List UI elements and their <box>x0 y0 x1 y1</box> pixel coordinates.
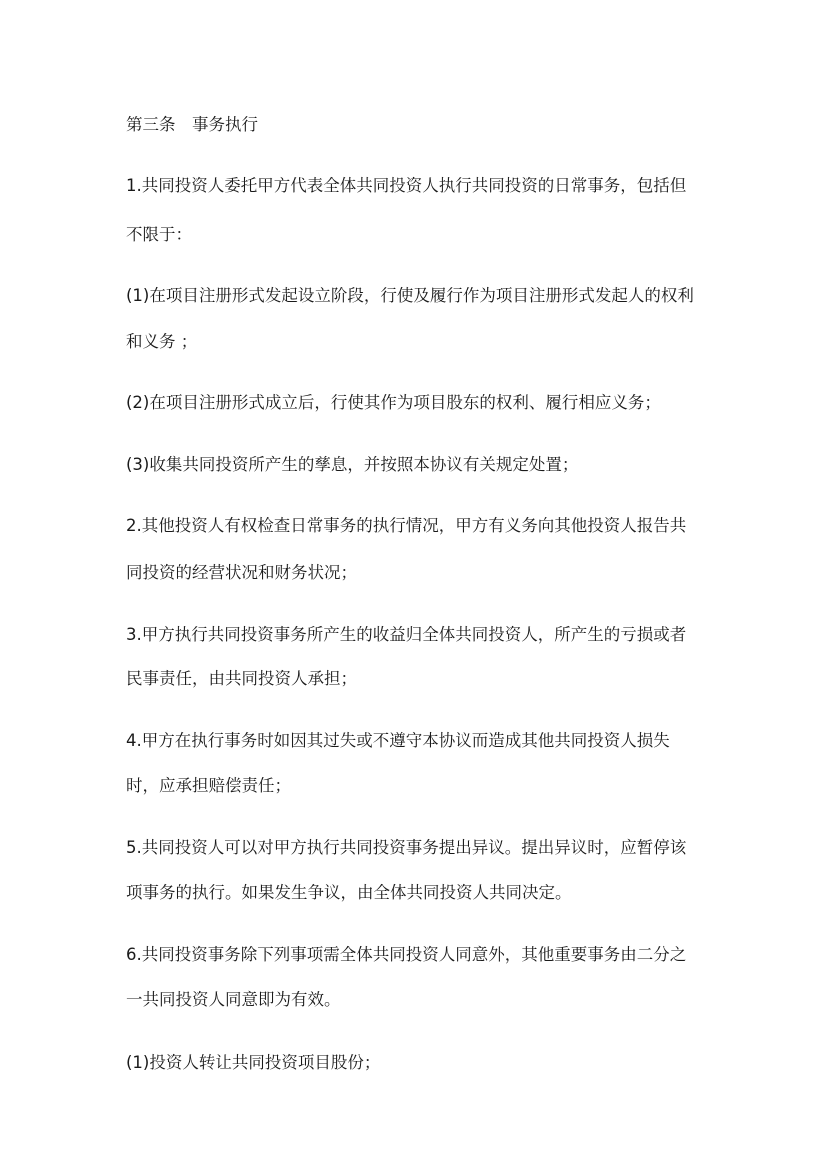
paragraph-line: 同投资的经营状况和财务状况； <box>126 563 357 582</box>
paragraph-line: 和义务 ； <box>126 332 198 351</box>
paragraph-line: 4.甲方在执行事务时如因其过失或不遵守本协议而造成其他共同投资人损失 <box>126 731 670 750</box>
paragraph-line: (1)在项目注册形式发起设立阶段，行使及履行作为项目注册形式发起人的权利 <box>126 286 694 305</box>
paragraph-line: 1.共同投资人委托甲方代表全体共同投资人执行共同投资的日常事务，包括但 <box>126 176 687 195</box>
paragraph-line: 不限于： <box>126 225 192 244</box>
section-heading: 第三条 事务执行 <box>126 115 258 134</box>
paragraph-line: 时，应承担赔偿责任； <box>126 776 291 795</box>
paragraph-line: 民事责任，由共同投资人承担； <box>126 669 357 688</box>
paragraph-line: 2.其他投资人有权检查日常事务的执行情况，甲方有义务向其他投资人报告共 <box>126 516 687 535</box>
paragraph-line: (3)收集共同投资所产生的孳息，并按照本协议有关规定处置； <box>126 455 579 474</box>
paragraph-line: (1)投资人转让共同投资项目股份； <box>126 1053 381 1072</box>
paragraph-line: 项事务的执行。如果发生争议，由全体共同投资人共同决定。 <box>126 883 572 902</box>
paragraph-line: 6.共同投资事务除下列事项需全体共同投资人同意外，其他重要事务由二分之 <box>126 945 687 964</box>
paragraph-line: 一共同投资人同意即为有效。 <box>126 990 341 1009</box>
paragraph-line: 3.甲方执行共同投资事务所产生的收益归全体共同投资人，所产生的亏损或者 <box>126 625 687 644</box>
paragraph-line: (2)在项目注册形式成立后，行使其作为项目股东的权利、履行相应义务； <box>126 393 661 412</box>
paragraph-line: 5.共同投资人可以对甲方执行共同投资事务提出异议。提出异议时，应暂停该 <box>126 838 687 857</box>
